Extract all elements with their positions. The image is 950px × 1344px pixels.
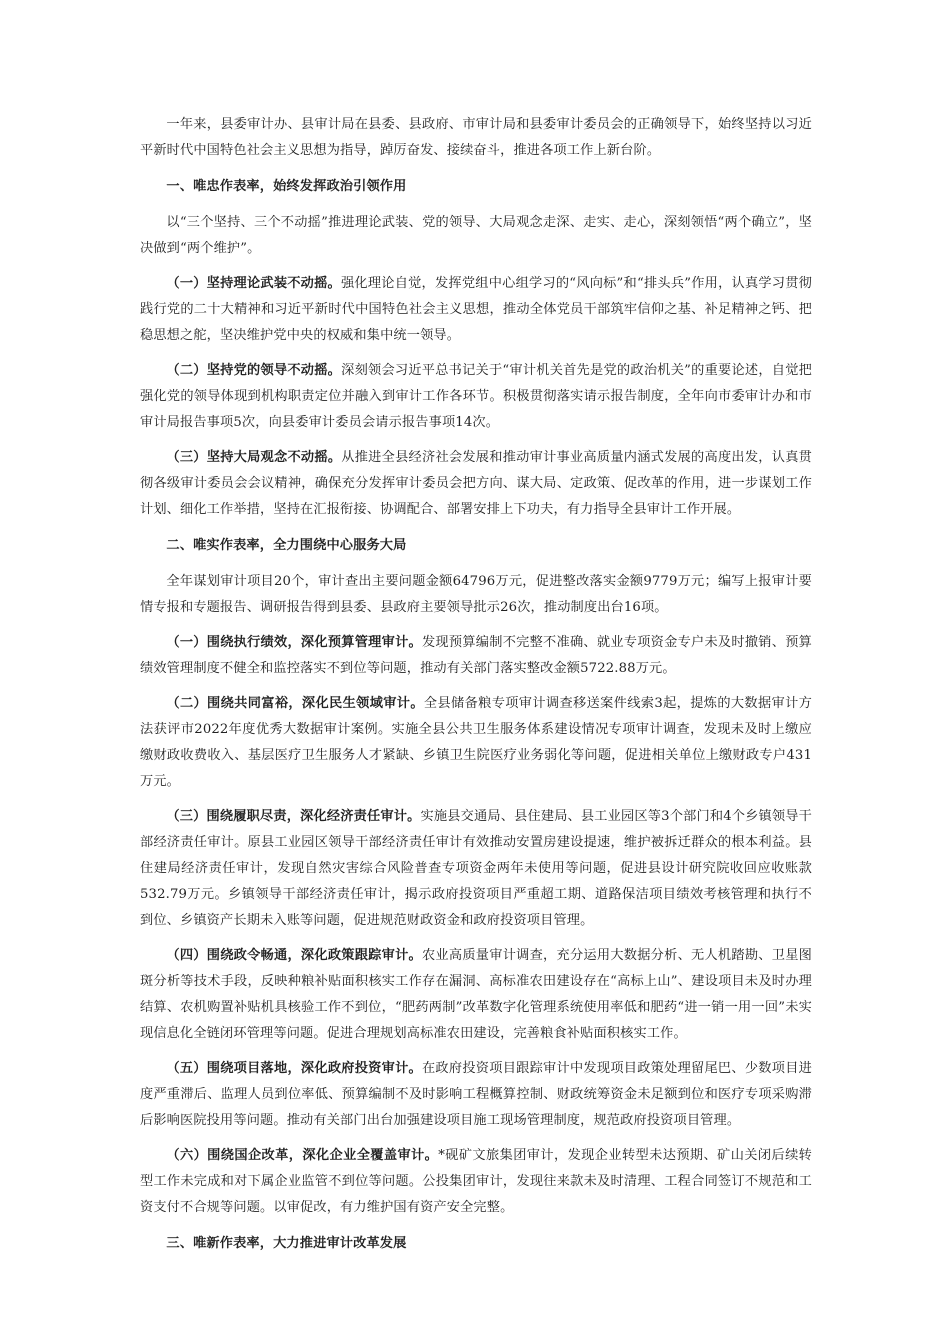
item-lead: （六）围绕国企改革，深化企业全覆盖审计。 — [166, 1148, 439, 1163]
item-lead: （一）围绕执行绩效，深化预算管理审计。 — [166, 635, 422, 650]
item-text: 从推进全县经济社会发展和推动审计事业高质量内涵式发展的高度出发，认真贯彻各级审计委员会会议精神，确保充分发挥审计委员会把方向、谋大局、定政策、促改革的作用，进一步谋划工作计划、细化工作举措，坚持在汇报衔接、协调配合、部署安排上下功夫，有力指导全县审计工作开展。 — [140, 450, 813, 517]
item-text: 深刻领会习近平总书记关于“审计机关首先是党的政治机关”的重要论述，自觉把强化党的领导体现到机构职责定位并融入到审计工作各环节。积极贯彻落实请示报告制度，全年向市委审计办和市审计局报告事项5次，向县委审计委员会请示报告事项14次。 — [140, 363, 812, 430]
item-text: 在政府投资项目跟踪审计中发现项目政策处理留尾巴、少数项目进度严重滞后、监理人员到位率低、预算编制不及时影响工程概算控制、财政统筹资金未足额到位和医疗专项采购滞后影响医院投用等问题。推动有关部门出台加强建设项目施工现场管理制度，规范政府投资项目管理。 — [140, 1061, 812, 1128]
item-lead: （三）坚持大局观念不动摇。 — [166, 450, 342, 465]
item-text: 强化理论自觉，发挥党组中心组学习的“风向标”和“排头兵”作用，认真学习贯彻践行党的二十大精神和习近平新时代中国特色社会主义思想，推动全体党员干部筑牢信仰之基、补足精神之钙、把稳思想之舵，坚决维护党中央的权威和集中统一领导。 — [140, 276, 813, 343]
section-heading-1: 一、唯忠作表率，始终发挥政治引领作用 — [166, 179, 407, 194]
item-lead: （一）坚持理论武装不动摇。 — [166, 276, 341, 291]
section-2-intro: 全年谋划审计项目20个，审计查出主要问题金额64796万元，促进整改落实金额9779万元；编写上报审计要情专报和专题报告、调研报告得到县委、县政府主要领导批示26次，推动制度出台16项。 — [140, 574, 812, 615]
section-2-item-3 — [140, 804, 812, 934]
item-text: 全县储备粮专项审计调查移送案件线索3起，提炼的大数据审计方法获评市2022年度优秀大数据审计案例。实施全县公共卫生服务体系建设情况专项审计调查，发现未及时上缴应缴财政收费收入、基层医疗卫生服务人才紧缺、乡镇卫生院医疗业务弱化等问题，促进相关单位上缴财政专户431万元。 — [140, 696, 812, 789]
section-2-item-6 — [140, 1143, 812, 1221]
item-lead: （三）围绕履职尽责，深化经济责任审计。 — [166, 809, 421, 824]
item-lead: （二）坚持党的领导不动摇。 — [166, 363, 342, 378]
section-2-item-4 — [140, 943, 812, 1047]
item-text: 发现预算编制不完整不准确、就业专项资金专户未及时撤销、预算绩效管理制度不健全和监控落实不到位等问题，推动有关部门落实整改金额5722.88万元。 — [140, 635, 812, 676]
item-lead: （五）围绕项目落地，深化政府投资审计。 — [166, 1061, 422, 1076]
intro-paragraph: 一年来，县委审计办、县审计局在县委、县政府、市审计局和县委审计委员会的正确领导下，始终坚持以习近平新时代中国特色社会主义思想为指导，踔厉奋发、接续奋斗，推进各项工作上新台阶。 — [140, 117, 812, 158]
section-2-item-1 — [140, 630, 812, 682]
document-body — [140, 112, 812, 1257]
item-text: 实施县交通局、县住建局、县工业园区等3个部门和4个乡镇领导干部经济责任审计。原县工业园区领导干部经济责任审计有效推动安置房建设提速，维护被拆迁群众的根本利益。县住建局经济责任审计，发现自然灾害综合风险普查专项资金两年未使用等问题，促进县设计研究院收回应收账款532.79万元。乡镇领导干部经济责任审计，揭示政府投资项目严重超工期、道路保洁项目绩效考核管理和执行不到位、乡镇资产长期未入账等问题，促进规范财政资金和政府投资项目管理。 — [140, 809, 812, 928]
item-lead: （二）围绕共同富裕，深化民生领域审计。 — [166, 696, 424, 711]
item-text: *砚矿文旅集团审计，发现企业转型未达预期、矿山关闭后续转型工作未完成和对下属企业监管不到位等问题。公投集团审计，发现往来款未及时清理、工程合同签订不规范和工资支付不合规等问题。以审促改，有力维护国有资产安全完整。 — [140, 1148, 812, 1215]
section-1-item-3 — [140, 445, 812, 523]
section-2-item-5 — [140, 1056, 812, 1134]
section-1-item-2 — [140, 358, 812, 436]
section-heading-3: 三、唯新作表率，大力推进审计改革发展 — [166, 1236, 407, 1251]
section-1-item-1 — [140, 271, 812, 349]
item-text: 农业高质量审计调查，充分运用大数据分析、无人机踏勘、卫星图斑分析等技术手段，反映种粮补贴面积核实工作存在漏洞、高标准农田建设存在“高标上山”、建设项目未及时办理结算、农机购置补贴机具核验工作不到位，“肥药两制”改革数字化管理系统使用率低和肥药“进一销一用一回”未实现信息化全链闭环管理等问题。促进合理规划高标准农田建设，完善粮食补贴面积核实工作。 — [140, 948, 812, 1041]
section-heading-2: 二、唯实作表率，全力围绕中心服务大局 — [166, 538, 407, 553]
item-lead: （四）围绕政令畅通，深化政策跟踪审计。 — [166, 948, 422, 963]
section-2-item-2 — [140, 691, 812, 795]
section-1-intro: 以“三个坚持、三个不动摇”推进理论武装、党的领导、大局观念走深、走实、走心，深刻领悟“两个确立”，坚决做到“两个维护”。 — [140, 215, 812, 256]
